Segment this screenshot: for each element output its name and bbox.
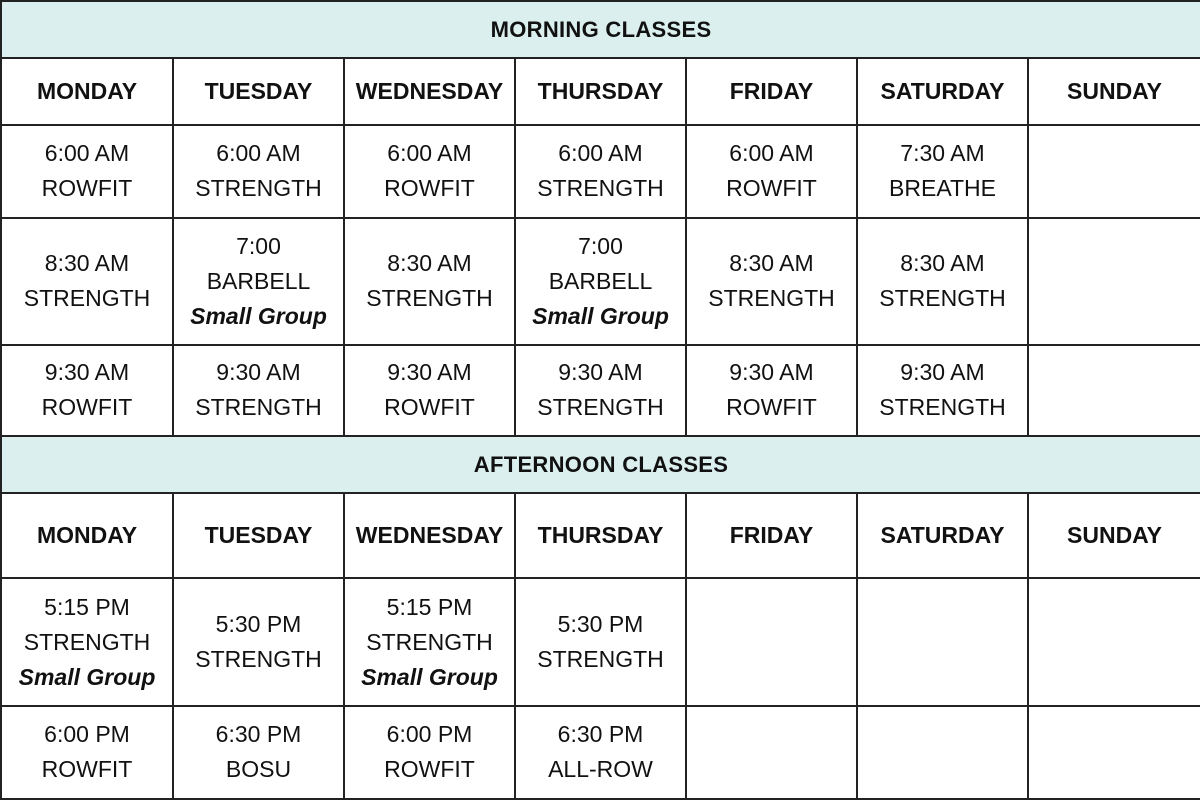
class-cell <box>1028 578 1200 705</box>
class-entry <box>174 607 343 677</box>
schedule-body <box>1 1 1200 799</box>
class-time: 7:00 <box>578 232 623 259</box>
class-time: 8:30 AM <box>729 250 814 277</box>
class-cell <box>1028 125 1200 217</box>
class-name: BARBELL <box>548 267 653 294</box>
class-name: ROWFIT <box>726 175 817 202</box>
class-entry <box>516 717 685 787</box>
class-cell <box>173 578 344 705</box>
class-cell <box>857 706 1028 799</box>
class-row <box>1 345 1200 436</box>
class-time: 9:30 AM <box>729 359 814 386</box>
class-entry <box>516 355 685 425</box>
class-name: STRENGTH <box>23 628 151 655</box>
class-name: STRENGTH <box>23 285 151 312</box>
class-entry <box>345 355 514 425</box>
section-title-row <box>1 1 1200 58</box>
class-name: ROWFIT <box>41 394 133 421</box>
afternoon-classes-title: AFTERNOON CLASSES <box>1 436 1200 493</box>
class-entry <box>516 229 685 334</box>
class-time: 7:00 <box>236 232 281 259</box>
class-time: 6:00 PM <box>44 721 130 748</box>
class-entry <box>687 355 856 425</box>
class-entry <box>858 246 1027 316</box>
class-cell <box>173 125 344 217</box>
day-header-tuesday: TUESDAY <box>173 493 344 578</box>
class-name: STRENGTH <box>879 285 1006 312</box>
class-name: BARBELL <box>206 267 311 294</box>
day-header-thursday: THURSDAY <box>515 493 686 578</box>
class-row <box>1 578 1200 705</box>
class-row <box>1 125 1200 217</box>
class-name: ROWFIT <box>726 394 817 421</box>
day-header-wednesday: WEDNESDAY <box>344 58 515 125</box>
day-header-monday: MONDAY <box>1 493 173 578</box>
class-cell <box>857 125 1028 217</box>
class-name: ROWFIT <box>41 175 133 202</box>
class-cell <box>1028 706 1200 799</box>
class-note: Small Group <box>18 663 156 690</box>
class-time: 8:30 AM <box>387 250 472 277</box>
class-cell <box>857 578 1028 705</box>
class-time: 9:30 AM <box>900 359 985 386</box>
class-cell <box>686 706 857 799</box>
class-cell <box>173 345 344 436</box>
class-time: 6:00 AM <box>44 140 130 167</box>
day-header-saturday: SATURDAY <box>857 493 1028 578</box>
class-cell <box>686 345 857 436</box>
class-name: BOSU <box>225 756 292 783</box>
day-header-friday: FRIDAY <box>686 58 857 125</box>
class-time: 9:30 AM <box>44 359 130 386</box>
class-cell <box>515 125 686 217</box>
class-cell <box>515 578 686 705</box>
class-entry <box>687 136 856 206</box>
class-row <box>1 218 1200 345</box>
class-time: 9:30 AM <box>216 359 301 386</box>
day-header-wednesday: WEDNESDAY <box>344 493 515 578</box>
class-time: 6:00 AM <box>387 140 472 167</box>
class-name: STRENGTH <box>195 175 322 202</box>
class-time: 6:30 PM <box>215 721 302 748</box>
class-time: 6:00 AM <box>216 140 301 167</box>
class-cell <box>1028 345 1200 436</box>
class-name: STRENGTH <box>195 394 322 421</box>
class-name: ALL-ROW <box>548 756 653 783</box>
class-entry <box>174 717 343 787</box>
class-cell <box>515 706 686 799</box>
class-cell <box>173 218 344 345</box>
class-name: STRENGTH <box>537 394 664 421</box>
class-entry <box>174 136 343 206</box>
day-header-tuesday: TUESDAY <box>173 58 344 125</box>
class-cell <box>344 345 515 436</box>
class-entry <box>2 590 172 695</box>
class-cell <box>686 578 857 705</box>
class-cell <box>515 218 686 345</box>
day-header-saturday: SATURDAY <box>857 58 1028 125</box>
class-name: STRENGTH <box>879 394 1006 421</box>
class-name: ROWFIT <box>384 756 475 783</box>
class-entry <box>516 136 685 206</box>
class-name: ROWFIT <box>384 175 475 202</box>
class-time: 5:15 PM <box>386 593 473 620</box>
day-header-monday: MONDAY <box>1 58 173 125</box>
class-cell <box>686 218 857 345</box>
class-name: STRENGTH <box>537 646 664 673</box>
class-entry <box>2 246 172 316</box>
class-name: STRENGTH <box>708 285 835 312</box>
class-time: 7:30 AM <box>900 140 985 167</box>
class-time: 6:30 PM <box>557 721 644 748</box>
class-time: 5:30 PM <box>215 611 302 638</box>
class-entry <box>2 136 172 206</box>
class-cell <box>515 345 686 436</box>
class-cell <box>1 345 173 436</box>
class-time: 6:00 AM <box>558 140 643 167</box>
class-cell <box>173 706 344 799</box>
class-name: ROWFIT <box>41 756 133 783</box>
class-name: ROWFIT <box>384 394 475 421</box>
class-time: 5:30 PM <box>557 611 644 638</box>
class-name: STRENGTH <box>366 628 493 655</box>
class-entry <box>687 246 856 316</box>
class-time: 6:00 PM <box>386 721 473 748</box>
class-cell <box>686 125 857 217</box>
class-cell <box>344 125 515 217</box>
class-name: STRENGTH <box>195 646 322 673</box>
class-name: BREATHE <box>889 175 996 202</box>
class-cell <box>857 345 1028 436</box>
class-time: 9:30 AM <box>387 359 472 386</box>
section-title-row <box>1 436 1200 493</box>
day-header-sunday: SUNDAY <box>1028 493 1200 578</box>
class-name: STRENGTH <box>366 285 493 312</box>
class-entry <box>858 355 1027 425</box>
class-entry <box>345 590 514 695</box>
class-cell <box>344 706 515 799</box>
class-entry <box>174 229 343 334</box>
class-cell <box>344 578 515 705</box>
class-time: 5:15 PM <box>44 593 130 620</box>
class-cell <box>857 218 1028 345</box>
class-entry <box>2 355 172 425</box>
class-cell <box>1 578 173 705</box>
morning-classes-title: MORNING CLASSES <box>1 1 1200 58</box>
class-entry <box>345 717 514 787</box>
class-entry <box>858 136 1027 206</box>
class-time: 9:30 AM <box>558 359 643 386</box>
day-header-friday: FRIDAY <box>686 493 857 578</box>
class-time: 8:30 AM <box>900 250 985 277</box>
class-entry <box>345 136 514 206</box>
class-entry <box>516 607 685 677</box>
class-note: Small Group <box>361 663 498 690</box>
class-row <box>1 706 1200 799</box>
class-time: 8:30 AM <box>44 250 130 277</box>
class-name: STRENGTH <box>537 175 664 202</box>
class-cell <box>1 706 173 799</box>
class-note: Small Group <box>532 302 669 329</box>
class-cell <box>344 218 515 345</box>
class-cell <box>1028 218 1200 345</box>
class-time: 6:00 AM <box>729 140 814 167</box>
day-header-thursday: THURSDAY <box>515 58 686 125</box>
class-entry <box>2 717 172 787</box>
class-entry <box>345 246 514 316</box>
day-header-row <box>1 493 1200 578</box>
class-entry <box>174 355 343 425</box>
day-header-row <box>1 58 1200 125</box>
class-cell <box>1 125 173 217</box>
class-cell <box>1 218 173 345</box>
day-header-sunday: SUNDAY <box>1028 58 1200 125</box>
class-note: Small Group <box>190 302 327 329</box>
